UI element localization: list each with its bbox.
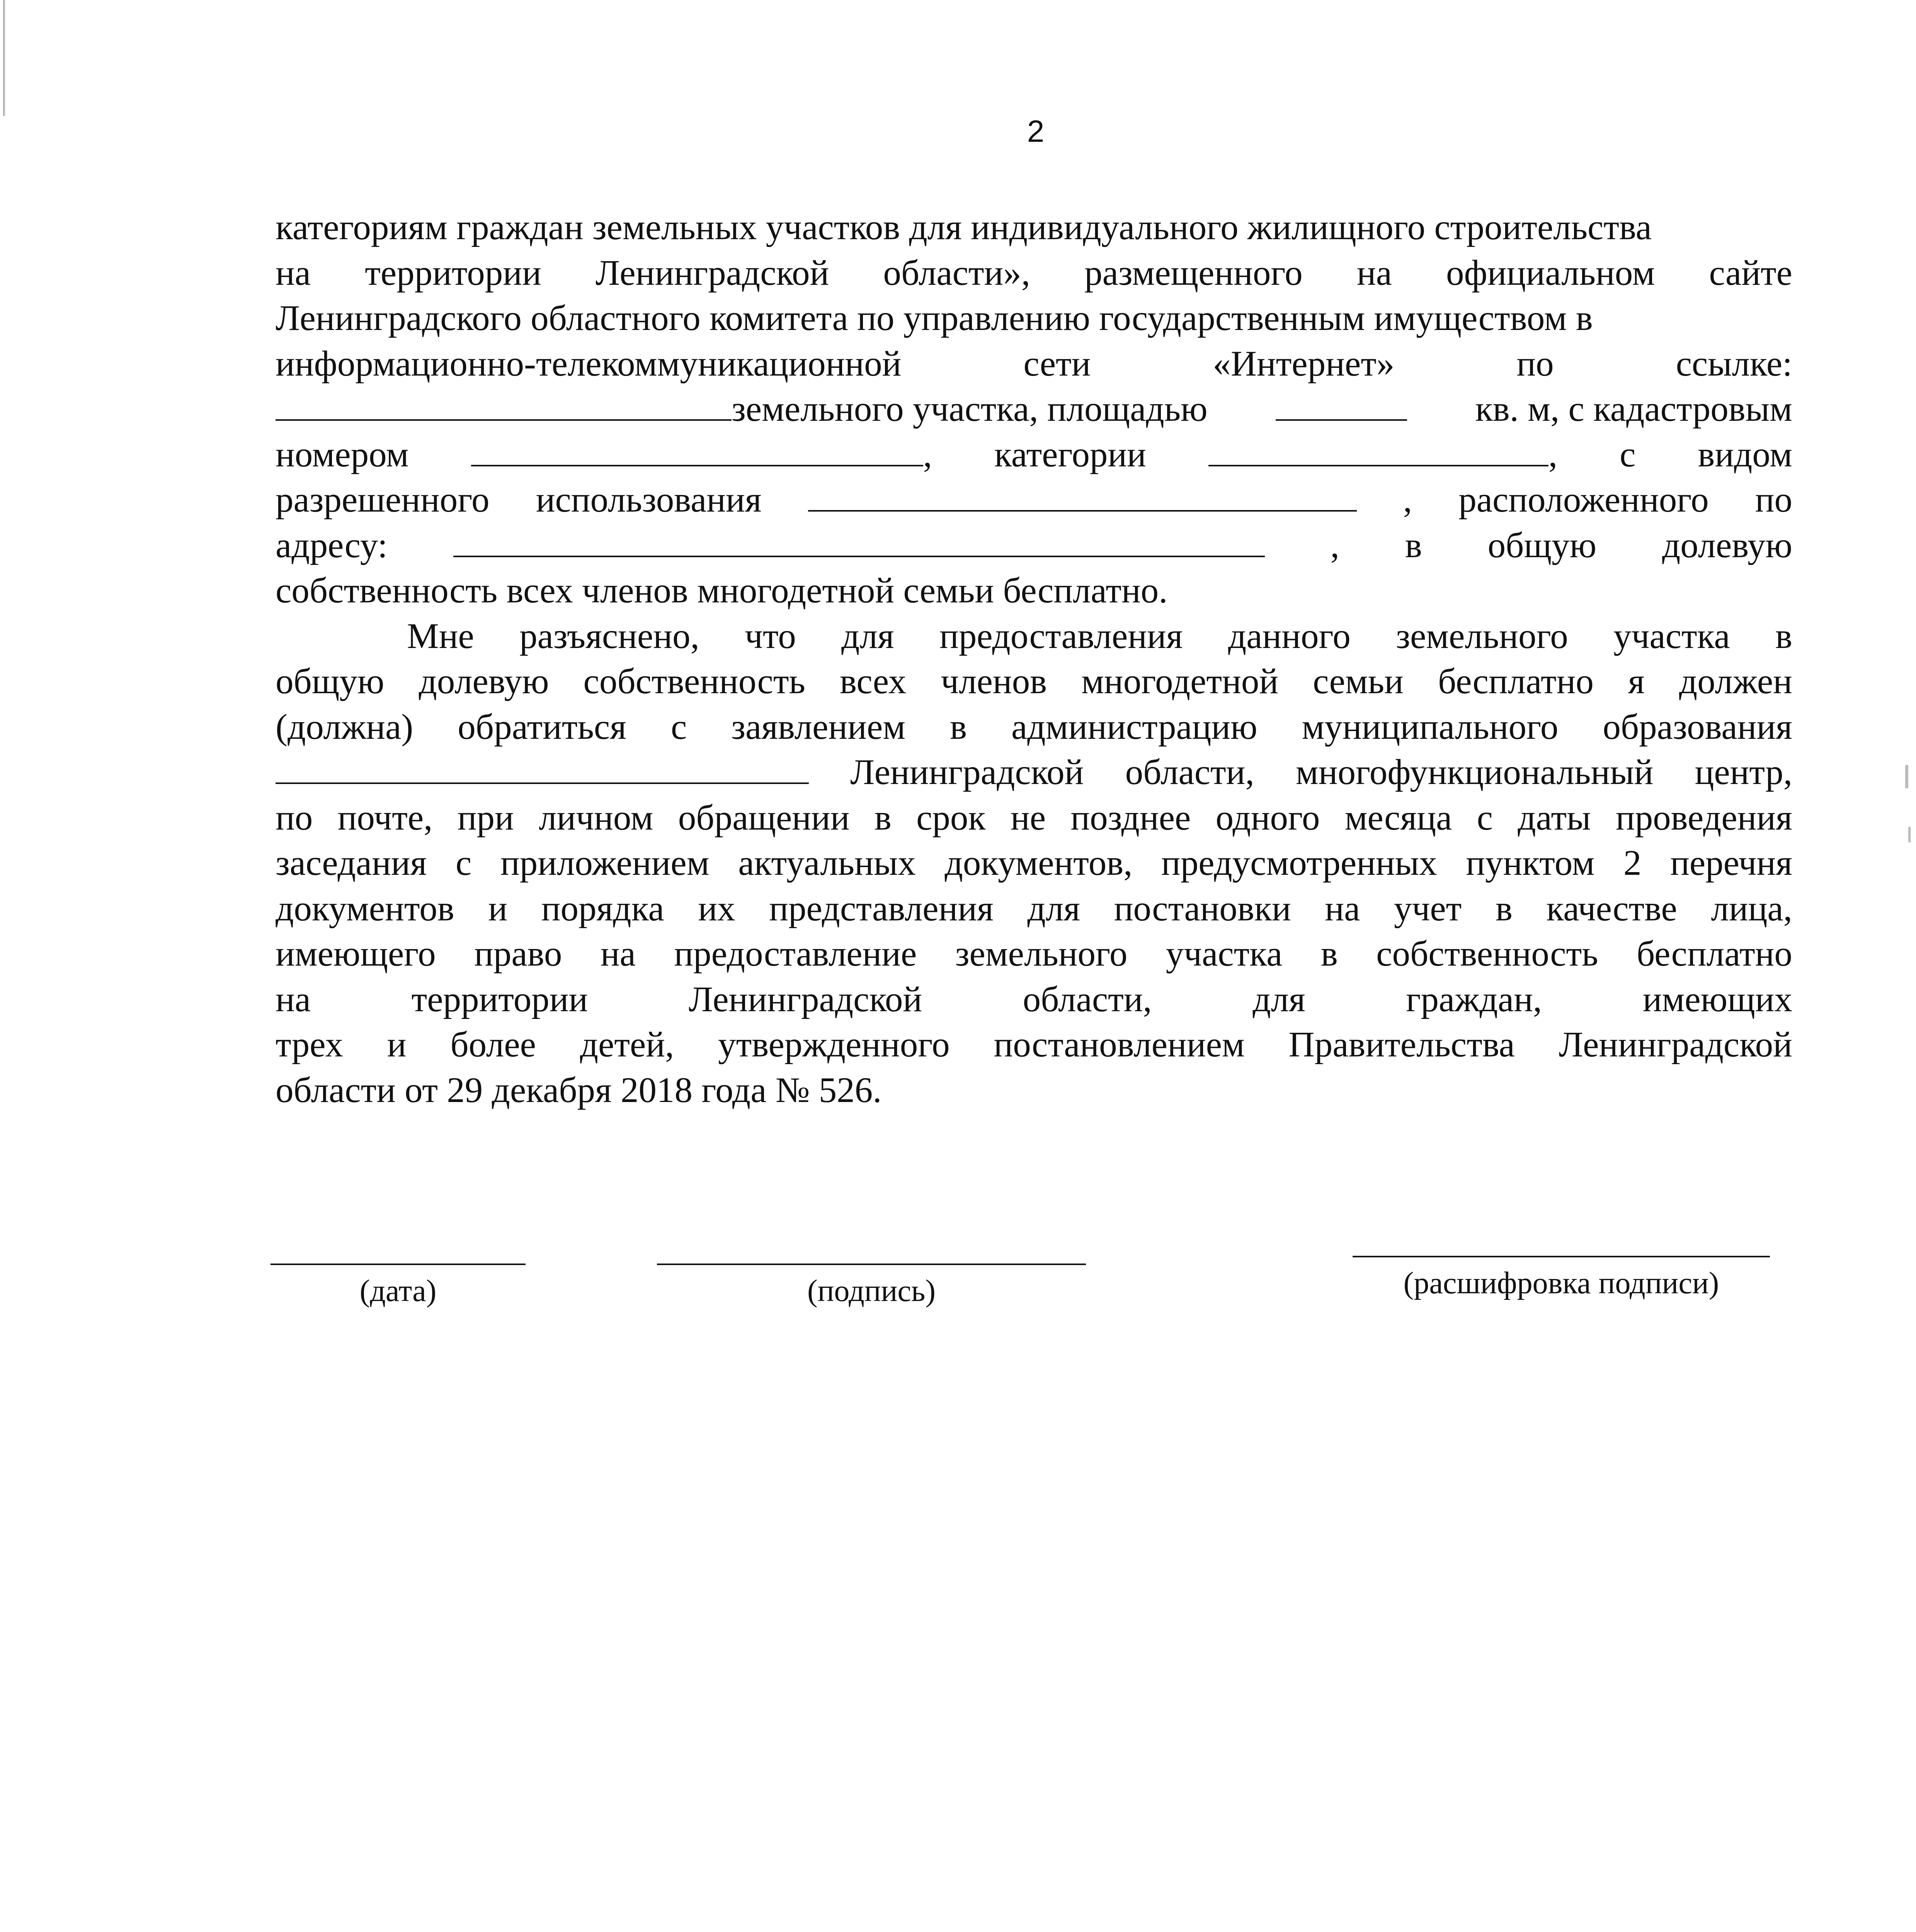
page-number: 2 xyxy=(1027,114,1045,148)
date-line[interactable] xyxy=(271,1264,526,1265)
text-line: на территории Ленинградской области, для граждан, имеющих xyxy=(276,979,1792,1019)
signature-line[interactable] xyxy=(657,1264,1086,1265)
text-line: имеющего право на предоставление земельного участка в собственность бесплатно xyxy=(276,934,1792,974)
text-line: собственность всех членов многодетной семьи бесплатно. xyxy=(276,571,1168,611)
scan-speck xyxy=(1905,765,1908,788)
text-line: разрешенного использования , расположенного по xyxy=(276,480,1792,520)
text-line: заседания с приложением актуальных документов, предусмотренных пунктом 2 перечня xyxy=(276,843,1792,883)
text-line: Мне разъяснено, что для предоставления данного земельного участка в xyxy=(407,616,1792,656)
document-body xyxy=(276,205,1792,1113)
signature-decoding-field xyxy=(1353,1256,1770,1301)
text-line: земельного участка, площадью кв. м, с кадастровым xyxy=(276,386,1792,432)
text-line: на территории Ленинградской области», размещенного на официальном сайте xyxy=(276,253,1792,293)
signature-field xyxy=(657,1264,1086,1309)
signature-label: (подпись) xyxy=(807,1274,936,1308)
text-line: адресу: , в общую долевую xyxy=(276,525,1792,565)
text-line: Ленинградской области, многофункциональный центр, xyxy=(276,750,1792,795)
date-label: (дата) xyxy=(359,1274,437,1308)
signature-decoding-label: (расшифровка подписи) xyxy=(1403,1266,1719,1300)
link-blank[interactable] xyxy=(276,396,732,421)
address-blank[interactable] xyxy=(453,532,1265,557)
signature-decoding-line[interactable] xyxy=(1353,1256,1770,1257)
cadastral-number-blank[interactable] xyxy=(471,442,923,466)
date-signature-field xyxy=(271,1264,526,1309)
area-blank[interactable] xyxy=(1276,396,1407,421)
text-line: трех и более детей, утвержденного постановлением Правительства Ленинградской xyxy=(276,1025,1792,1065)
scan-speck xyxy=(1908,827,1911,842)
text-line: общую долевую собственность всех членов многодетной семьи бесплатно я должен xyxy=(276,662,1792,701)
text-line: документов и порядка их представления для постановки на учет в качестве лица, xyxy=(276,888,1792,929)
text-line: категориям граждан земельных участков для индивидуального жилищного строительства xyxy=(276,207,1652,247)
text-line: номером , категории , с видом xyxy=(276,434,1792,474)
text-line: по почте, при личном обращении в срок не позднее одного месяца с даты проведения xyxy=(276,798,1792,838)
scan-edge xyxy=(3,0,5,116)
permitted-use-blank[interactable] xyxy=(808,487,1357,512)
text-line: Ленинградского областного комитета по управлению государственным имуществом в xyxy=(276,298,1593,338)
text-line: информационно-телекоммуникационной сети «Интернет» по ссылке: xyxy=(276,344,1792,384)
land-category-blank[interactable] xyxy=(1208,442,1548,466)
text-line: области от 29 декабря 2018 года № 526. xyxy=(276,1070,882,1110)
municipality-blank[interactable] xyxy=(276,759,809,784)
text-line: (должна) обратиться с заявлением в администрацию муниципального образования xyxy=(276,707,1792,747)
